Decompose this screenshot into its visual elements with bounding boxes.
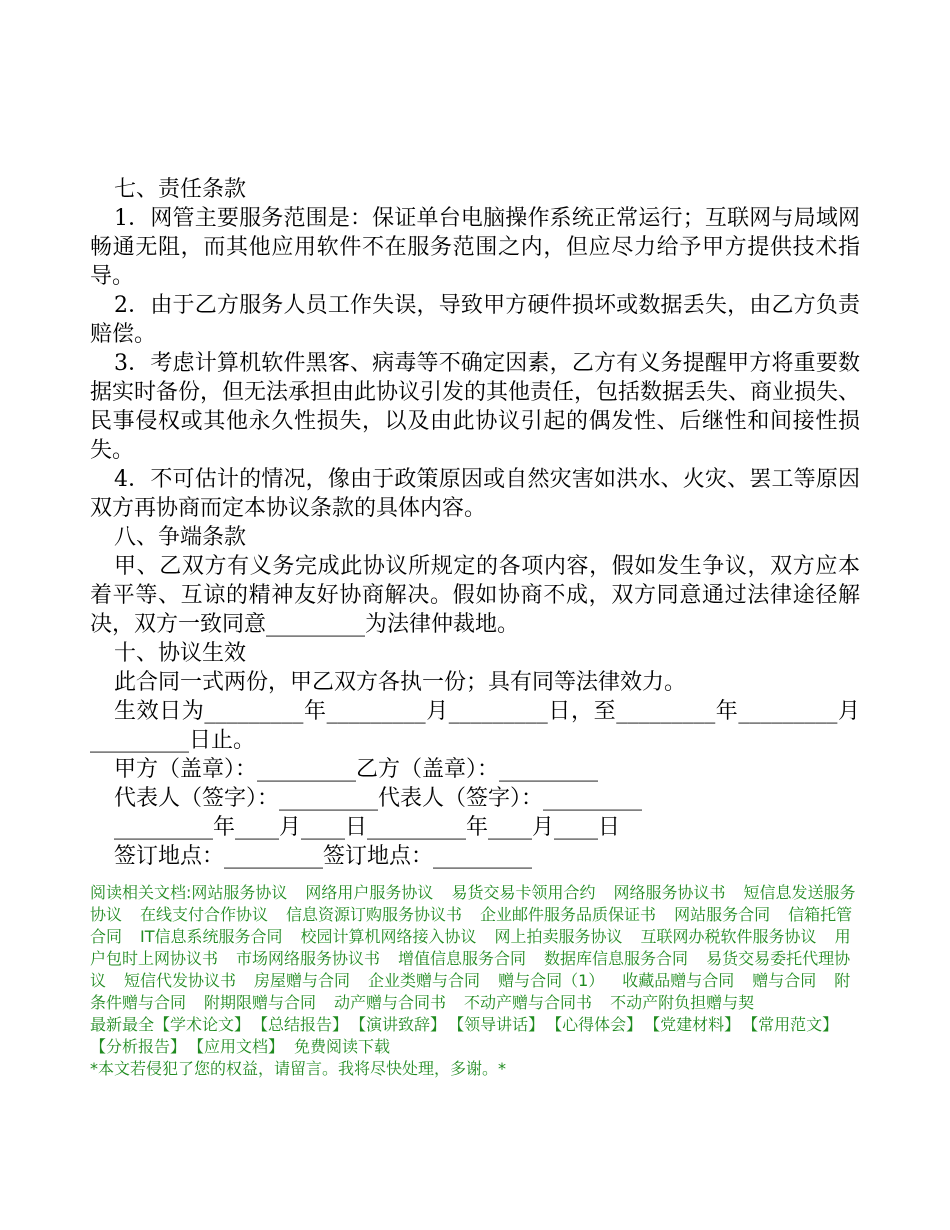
representative-line: 代表人（签字）：_________代表人（签字）：_________ xyxy=(114,786,643,811)
related-document-link[interactable]: 企业类赠与合同 xyxy=(368,971,481,990)
related-document-link[interactable]: 市场网络服务协议书 xyxy=(236,949,381,968)
categories-suffix: 免费阅读下载 xyxy=(294,1037,391,1056)
categories-prefix: 最新最全 xyxy=(90,1015,155,1034)
related-document-link[interactable]: 不动产赠与合同书 xyxy=(464,993,593,1012)
related-documents-footer xyxy=(90,882,860,1080)
document-body xyxy=(90,175,860,871)
category-links xyxy=(90,1014,860,1058)
category-link[interactable]: 【分析报告】 xyxy=(90,1037,187,1056)
related-document-link[interactable]: 不动产附负担赠与契 xyxy=(610,993,755,1012)
related-document-link[interactable]: 网站服务协议 xyxy=(191,883,288,902)
related-document-link[interactable]: 在线支付合作协议 xyxy=(140,905,269,924)
related-document-link[interactable]: 信息资源订购服务协议书 xyxy=(286,905,463,924)
section-10-title: 十、协议生效 xyxy=(114,641,247,666)
related-document-link[interactable]: 信箱托管合同 xyxy=(90,905,853,946)
related-document-link[interactable]: 网络用户服务协议 xyxy=(305,883,434,902)
related-document-link[interactable]: 短信代发协议书 xyxy=(124,971,237,990)
related-documents-label: 阅读相关文档: xyxy=(90,883,192,902)
related-document-link[interactable]: 企业邮件服务品质保证书 xyxy=(480,905,657,924)
category-link[interactable]: 【总结报告】 xyxy=(260,1015,349,1034)
related-document-link[interactable]: 房屋赠与合同 xyxy=(254,971,351,990)
category-link[interactable]: 【领导讲话】 xyxy=(456,1015,545,1034)
category-link[interactable]: 【学术论文】 xyxy=(154,1015,251,1034)
related-document-link[interactable]: 收藏品赠与合同 xyxy=(622,971,735,990)
section-8-title: 八、争端条款 xyxy=(114,525,247,550)
related-document-link[interactable]: 易货交易委托代理协议 xyxy=(90,949,851,990)
signing-place-line: 签订地点：_________签订地点：_________ xyxy=(114,844,533,869)
related-document-link[interactable]: 动产赠与合同书 xyxy=(334,993,447,1012)
related-document-link[interactable]: 互联网办税软件服务协议 xyxy=(640,927,817,946)
related-document-link[interactable]: 用户包时上网协议书 xyxy=(90,927,851,968)
related-document-link[interactable]: IT信息系统服务合同 xyxy=(140,927,283,946)
related-document-link[interactable]: 赠与合同 xyxy=(752,971,817,990)
section-7-item-2: 2．由于乙方服务人员工作失误，导致甲方硬件损坏或数据丢失，由乙方负责赔偿。 xyxy=(90,293,860,347)
category-link[interactable]: 【党建材料】 xyxy=(652,1015,741,1034)
section-10-body-2: 生效日为_________年_________月_________日，至_________年_________月_________日止。 xyxy=(90,699,860,753)
category-link[interactable]: 【常用范文】 xyxy=(750,1015,839,1034)
copyright-notice: *本文若侵犯了您的权益，请留言。我将尽快处理，多谢。* xyxy=(90,1059,507,1078)
related-document-link[interactable]: 附期限赠与合同 xyxy=(204,993,317,1012)
section-7-item-3: 3．考虑计算机软件黑客、病毒等不确定因素，乙方有义务提醒甲方将重要数据实时备份，但无法承担由此协议引发的其他责任，包括数据丢失、商业损失、民事侵权或其他永久性损失，以及由此协议引起的偶发性、后继性和间接性损失。 xyxy=(90,351,861,463)
category-link[interactable]: 【心得体会】 xyxy=(554,1015,643,1034)
related-document-link[interactable]: 易货交易卡领用合约 xyxy=(451,883,596,902)
related-document-link[interactable]: 附条件赠与合同 xyxy=(90,971,851,1012)
seal-line: 甲方（盖章）：_________乙方（盖章）：_________ xyxy=(114,757,599,782)
section-10-body-1: 此合同一式两份，甲乙双方各执一份；具有同等法律效力。 xyxy=(114,670,687,695)
related-document-link[interactable]: 网上拍卖服务协议 xyxy=(494,927,623,946)
related-document-link[interactable]: 增值信息服务合同 xyxy=(398,949,527,968)
related-document-link[interactable]: 短信息发送服务协议 xyxy=(90,883,856,924)
related-document-link[interactable]: 赠与合同（1） xyxy=(498,971,605,990)
signing-date-line: _________年____月____日_________年____月____日 xyxy=(114,815,621,840)
section-7-item-1: 1．网管主要服务范围是：保证单台电脑操作系统正常运行；互联网与局域网畅通无阻，而其他应用软件不在服务范围之内，但应尽力给予甲方提供技术指导。 xyxy=(90,206,860,289)
section-8-body: 甲、乙双方有义务完成此协议所规定的各项内容，假如发生争议，双方应本着平等、互谅的精神友好协商解决。假如协商不成，双方同意通过法律途径解决，双方一致同意_________为法律仲裁地。 xyxy=(90,554,860,637)
category-link[interactable]: 【演讲致辞】 xyxy=(358,1015,447,1034)
related-document-link[interactable]: 网站服务合同 xyxy=(674,905,771,924)
related-document-link[interactable]: 网络服务协议书 xyxy=(613,883,726,902)
section-7-title: 七、责任条款 xyxy=(114,177,247,202)
section-7-item-4: 4．不可估计的情况，像由于政策原因或自然灾害如洪水、火灾、罢工等原因双方再协商而定本协议条款的具体内容。 xyxy=(90,467,860,521)
related-documents-list xyxy=(90,882,860,1014)
related-document-link[interactable]: 数据库信息服务合同 xyxy=(544,949,689,968)
related-document-link[interactable]: 校园计算机网络接入协议 xyxy=(300,927,477,946)
category-link[interactable]: 【应用文档】 xyxy=(196,1037,285,1056)
